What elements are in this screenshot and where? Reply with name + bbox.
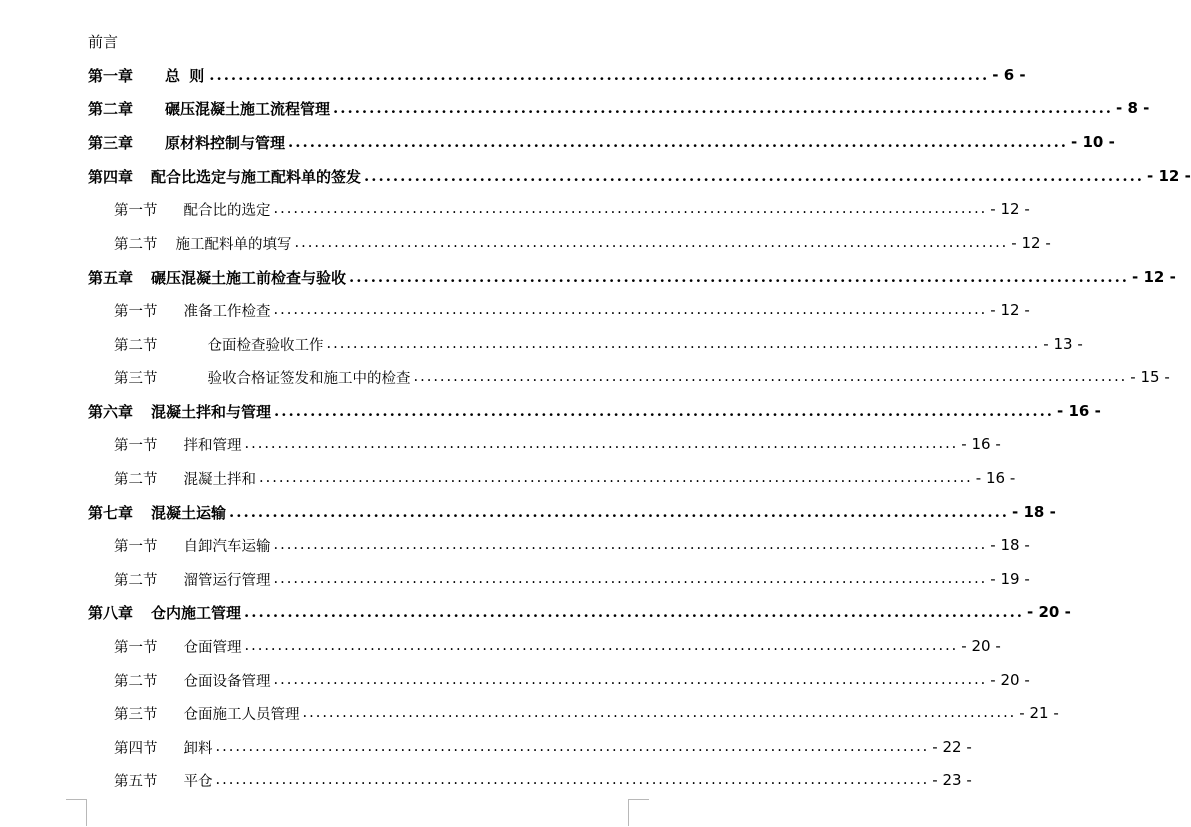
toc-leader: ............................................................................................................ xyxy=(229,503,1010,521)
toc-title: 配合比选定与施工配料单的签发 xyxy=(151,167,362,186)
toc-title: 仓面设备管理 xyxy=(183,673,271,690)
toc-number: 第二章 xyxy=(88,99,134,118)
toc-page-number: - 12 - xyxy=(1132,268,1176,286)
toc-number: 第三节 xyxy=(114,706,158,723)
toc-entry[interactable] xyxy=(114,568,1030,590)
toc-number: 第一节 xyxy=(114,202,158,219)
toc-leader: ............................................................................................................ xyxy=(288,133,1069,151)
toc-page-number: - 16 - xyxy=(975,469,1016,487)
toc-page-number: - 21 - xyxy=(1019,704,1059,722)
toc-entry[interactable] xyxy=(88,400,1101,422)
toc-leader: ............................................................................................................ xyxy=(302,705,1017,721)
toc-leader: ............................................................................................................ xyxy=(273,571,988,587)
toc-number: 第二节 xyxy=(114,236,158,253)
toc-leader: ............................................................................................................ xyxy=(215,739,930,755)
toc-number: 第四章 xyxy=(88,167,134,186)
toc-number: 第五章 xyxy=(88,268,134,287)
toc-title: 溜管运行管理 xyxy=(183,572,271,589)
toc-title: 混凝土运输 xyxy=(151,503,227,522)
toc-entry[interactable] xyxy=(88,131,1115,153)
toc-page-number: - 12 - xyxy=(1147,167,1191,185)
toc-page-number: - 23 - xyxy=(932,771,972,789)
toc-page-number: - 12 - xyxy=(990,301,1030,319)
toc-number: 第一章 xyxy=(88,66,134,85)
toc-leader: ............................................................................................................ xyxy=(273,302,988,318)
toc-number: 第五节 xyxy=(114,773,158,790)
toc-title: 验收合格证签发和施工中的检查 xyxy=(207,370,411,387)
toc-entry[interactable] xyxy=(88,64,1026,86)
toc-title: 施工配料单的填写 xyxy=(175,236,292,253)
toc-entry[interactable] xyxy=(114,299,1030,321)
toc-title: 自卸汽车运输 xyxy=(183,538,271,555)
toc-title: 碾压混凝土施工前检查与验收 xyxy=(151,268,347,287)
toc-title: 总 则 xyxy=(165,66,207,85)
toc-leader: ............................................................................................................ xyxy=(274,402,1055,420)
toc-entry[interactable] xyxy=(114,333,1083,355)
toc-entry[interactable] xyxy=(114,736,972,758)
toc-number: 第六章 xyxy=(88,402,134,421)
toc-title: 碾压混凝土施工流程管理 xyxy=(165,99,331,118)
toc-title: 仓内施工管理 xyxy=(151,603,242,622)
toc-number: 第一节 xyxy=(114,303,158,320)
toc-title: 仓面施工人员管理 xyxy=(183,706,300,723)
preface-heading: 前言 xyxy=(88,33,119,51)
page-corner-mark-right xyxy=(628,799,649,826)
toc-title: 配合比的选定 xyxy=(183,202,271,219)
toc-leader: ............................................................................................................ xyxy=(364,167,1145,185)
toc-leader: ............................................................................................................ xyxy=(326,336,1041,352)
toc-number: 第二节 xyxy=(114,572,158,589)
toc-number: 第一节 xyxy=(114,639,158,656)
toc-title: 卸料 xyxy=(183,740,213,757)
toc-page-number: - 16 - xyxy=(961,435,1001,453)
toc-number: 第四节 xyxy=(114,740,158,757)
toc-page-number: - 8 - xyxy=(1116,99,1150,117)
toc-entry[interactable] xyxy=(88,601,1071,623)
toc-leader: ............................................................................................................ xyxy=(294,235,1009,251)
toc-page-number: - 20 - xyxy=(990,671,1030,689)
toc-entry[interactable] xyxy=(114,702,1059,724)
toc-page-number: - 12 - xyxy=(990,200,1030,218)
toc-entry[interactable] xyxy=(114,769,972,791)
toc-title: 平仓 xyxy=(183,773,213,790)
toc-entry[interactable] xyxy=(114,232,1051,254)
toc-page-number: - 15 - xyxy=(1130,368,1170,386)
toc-leader: ............................................................................................................ xyxy=(209,66,990,84)
toc-number: 第二节 xyxy=(114,471,158,488)
toc-page-number: - 18 - xyxy=(1012,503,1056,521)
toc-number: 第七章 xyxy=(88,503,134,522)
toc-leader: ............................................................................................................ xyxy=(259,470,973,486)
toc-leader: ............................................................................................................ xyxy=(244,638,959,654)
toc-leader: ............................................................................................................ xyxy=(244,603,1025,621)
toc-entry[interactable] xyxy=(88,97,1150,119)
toc-entry[interactable] xyxy=(114,433,1001,455)
toc-title: 原材料控制与管理 xyxy=(165,133,286,152)
toc-entry[interactable] xyxy=(88,501,1056,523)
toc-leader: ............................................................................................................ xyxy=(273,201,988,217)
toc-title: 仓面管理 xyxy=(183,639,242,656)
toc-leader: ............................................................................................................ xyxy=(333,99,1114,117)
toc-number: 第二节 xyxy=(114,673,158,690)
toc-leader: ............................................................................................................ xyxy=(273,537,988,553)
toc-page-number: - 22 - xyxy=(932,738,972,756)
toc-leader: ............................................................................................................ xyxy=(349,268,1130,286)
toc-title: 准备工作检查 xyxy=(183,303,271,320)
page-corner-mark-left xyxy=(66,799,87,826)
toc-page-number: - 20 - xyxy=(961,637,1001,655)
toc-title: 混凝土拌和 xyxy=(183,471,256,488)
toc-entry[interactable] xyxy=(88,266,1176,288)
toc-entry[interactable] xyxy=(114,366,1170,388)
toc-number: 第一节 xyxy=(114,437,158,454)
toc-entry[interactable] xyxy=(88,165,1191,187)
toc-page-number: - 19 - xyxy=(990,570,1030,588)
toc-entry[interactable] xyxy=(114,534,1030,556)
toc-number: 第一节 xyxy=(114,538,158,555)
toc-entry[interactable] xyxy=(114,669,1030,691)
toc-entry[interactable] xyxy=(114,198,1030,220)
toc-leader: ............................................................................................................ xyxy=(244,436,959,452)
toc-page-number: - 12 - xyxy=(1011,234,1051,252)
toc-page-number: - 10 - xyxy=(1071,133,1115,151)
toc-number: 第八章 xyxy=(88,603,134,622)
toc-page-number: - 13 - xyxy=(1043,335,1083,353)
toc-page-number: - 6 - xyxy=(992,66,1026,84)
toc-leader: ............................................................................................................ xyxy=(413,369,1128,385)
toc-entry[interactable] xyxy=(114,635,1001,657)
toc-page-number: - 18 - xyxy=(990,536,1030,554)
toc-number: 第三章 xyxy=(88,133,134,152)
toc-leader: ............................................................................................................ xyxy=(273,672,988,688)
toc-title: 拌和管理 xyxy=(183,437,242,454)
toc-number: 第三节 xyxy=(114,370,158,387)
toc-title: 仓面检查验收工作 xyxy=(207,337,324,354)
toc-entry[interactable] xyxy=(114,467,1016,489)
toc-page-number: - 20 - xyxy=(1027,603,1071,621)
toc-leader: ............................................................................................................ xyxy=(215,772,930,788)
toc-number: 第二节 xyxy=(114,337,158,354)
toc-page-number: - 16 - xyxy=(1057,402,1101,420)
toc-title: 混凝土拌和与管理 xyxy=(151,402,272,421)
